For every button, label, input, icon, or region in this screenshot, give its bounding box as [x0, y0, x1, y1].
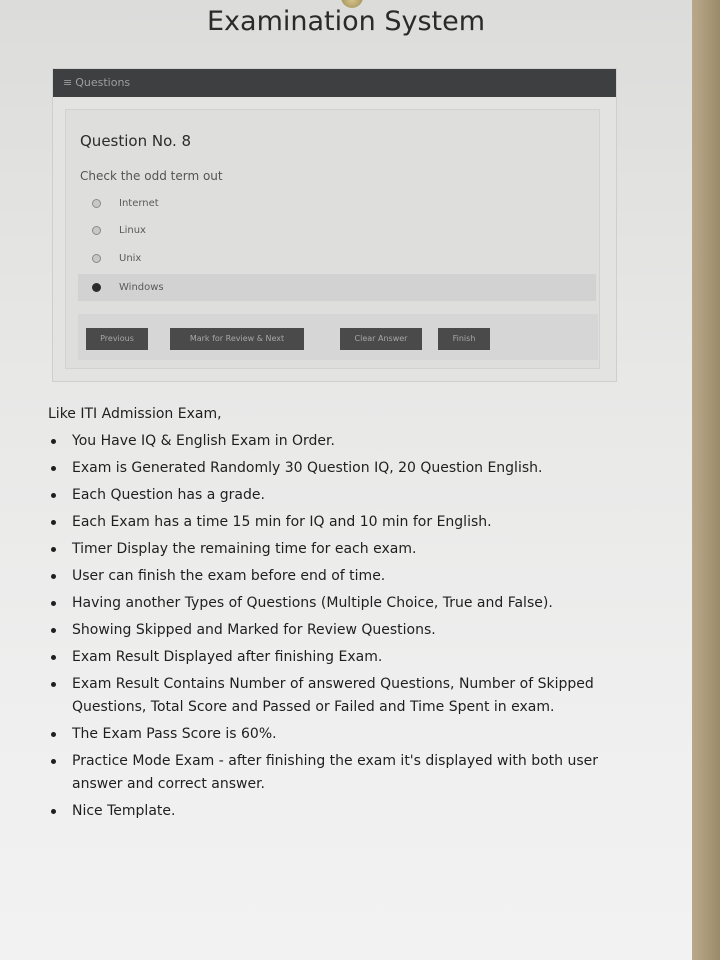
- list-item: Exam Result Contains Number of answered Questions, Number of Skipped Questions, Total Score and Passed or Failed and Time Spent in exam.: [48, 673, 628, 719]
- option-linux[interactable]: [78, 217, 596, 244]
- clear-answer-button[interactable]: Clear Answer: [340, 328, 422, 350]
- description-intro: Like ITI Admission Exam,: [48, 406, 222, 422]
- radio-button[interactable]: [92, 199, 101, 208]
- finish-button[interactable]: Finish: [438, 328, 490, 350]
- radio-button[interactable]: [92, 254, 101, 263]
- option-unix[interactable]: [78, 245, 596, 272]
- button-bar: [78, 314, 598, 360]
- list-item: Exam Result Displayed after finishing Exam.: [48, 646, 628, 669]
- option-label: Internet: [119, 198, 159, 209]
- list-item: Nice Template.: [48, 800, 628, 823]
- list-item: Showing Skipped and Marked for Review Questions.: [48, 619, 628, 642]
- mark-review-next-button[interactable]: Mark for Review & Next: [170, 328, 304, 350]
- description-section: [48, 406, 628, 827]
- option-windows[interactable]: [78, 274, 596, 301]
- list-item: Each Exam has a time 15 min for IQ and 10 min for English.: [48, 511, 628, 534]
- radio-button[interactable]: [92, 226, 101, 235]
- option-label: Linux: [119, 225, 146, 236]
- list-item: Practice Mode Exam - after finishing the exam it's displayed with both user answer and correct answer.: [48, 750, 628, 796]
- question-box: [65, 109, 600, 369]
- previous-button[interactable]: Previous: [86, 328, 148, 350]
- panel-header-label: Questions: [75, 76, 131, 89]
- option-label: Unix: [119, 253, 142, 264]
- list-item: Each Question has a grade.: [48, 484, 628, 507]
- hamburger-icon[interactable]: ≡: [63, 76, 73, 89]
- option-internet[interactable]: [78, 190, 596, 217]
- list-item: Having another Types of Questions (Multiple Choice, True and False).: [48, 592, 628, 615]
- list-item: You Have IQ & English Exam in Order.: [48, 430, 628, 453]
- panel-header: [53, 69, 616, 97]
- question-text: Check the odd term out: [80, 169, 223, 183]
- feature-list: [48, 430, 628, 823]
- paper-edge: [692, 0, 720, 960]
- question-number: Question No. 8: [80, 132, 192, 150]
- page-title: Examination System: [206, 6, 486, 37]
- list-item: Timer Display the remaining time for each exam.: [48, 538, 628, 561]
- radio-button-selected[interactable]: [92, 283, 101, 292]
- option-label: Windows: [119, 282, 164, 293]
- questions-panel: [52, 68, 617, 382]
- list-item: The Exam Pass Score is 60%.: [48, 723, 628, 746]
- list-item: User can finish the exam before end of time.: [48, 565, 628, 588]
- list-item: Exam is Generated Randomly 30 Question IQ, 20 Question English.: [48, 457, 628, 480]
